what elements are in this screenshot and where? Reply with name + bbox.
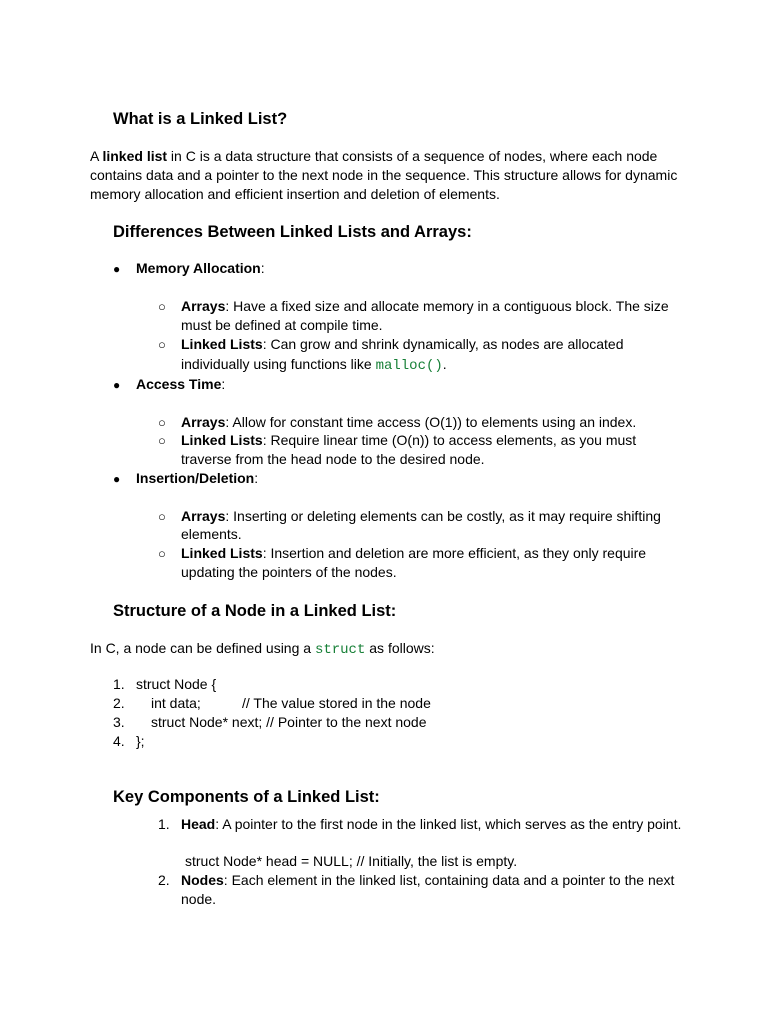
list-item-memory-allocation: Memory Allocation:: [136, 260, 265, 276]
bullet-icon: ●: [113, 262, 121, 276]
access-linked-lists-line1: Linked Lists: Require linear time (O(n)) to access elements, as you must: [181, 432, 637, 448]
sub-bullet-icon: ○: [158, 546, 166, 561]
memory-linked-lists-line1: Linked Lists: Can grow and shrink dynamically, as nodes are allocated: [181, 336, 624, 352]
list-item-number: 2.: [158, 872, 170, 888]
intro-paragraph-line2: contains data and a pointer to the next node in the sequence. This structure allows for dynamic: [90, 167, 678, 183]
code-line: struct Node {: [136, 676, 217, 692]
access-arrays-line1: Arrays: Allow for constant time access (O(1)) to elements using an index.: [181, 414, 637, 430]
code-line-number: 1.: [113, 676, 125, 692]
intro-paragraph-line1: A linked list in C is a data structure that consists of a sequence of nodes, where each node: [90, 148, 658, 164]
insertion-arrays-line2: elements.: [181, 526, 242, 542]
code-line: struct Node* next; // Pointer to the next node: [151, 714, 427, 730]
sub-bullet-icon: ○: [158, 433, 166, 448]
list-item-nodes-line2: node.: [181, 891, 217, 907]
heading-key-components: Key Components of a Linked List:: [113, 788, 380, 806]
code-line-comment: // The value stored in the node: [242, 695, 431, 711]
list-item-nodes: Nodes: Each element in the linked list, containing data and a pointer to the next: [181, 872, 675, 888]
bullet-icon: ●: [113, 472, 121, 486]
code-line: int data;: [151, 695, 201, 711]
heading-what-is-linked-list: What is a Linked List?: [113, 110, 288, 128]
sub-bullet-icon: ○: [158, 509, 166, 524]
node-structure-intro: In C, a node can be defined using a struct as follows:: [90, 640, 435, 658]
code-malloc: malloc(): [375, 358, 443, 374]
list-item-insertion-deletion: Insertion/Deletion:: [136, 470, 259, 486]
sub-bullet-icon: ○: [158, 415, 166, 430]
intro-paragraph-line3: memory allocation and efficient insertion and deletion of elements.: [90, 186, 500, 202]
head-code-example: struct Node* head = NULL; // Initially, the list is empty.: [185, 853, 518, 869]
memory-arrays-line1: Arrays: Have a fixed size and allocate memory in a contiguous block. The size: [181, 298, 669, 314]
heading-node-structure: Structure of a Node in a Linked List:: [113, 602, 397, 620]
memory-linked-lists-line2: individually using functions like malloc().: [181, 356, 447, 374]
insertion-arrays-line1: Arrays: Inserting or deleting elements can be costly, as it may require shifting: [181, 508, 661, 524]
list-item-number: 1.: [158, 816, 170, 832]
list-item-head: Head: A pointer to the first node in the linked list, which serves as the entry point.: [181, 816, 682, 832]
sub-bullet-icon: ○: [158, 337, 166, 352]
insertion-linked-lists-line2: updating the pointers of the nodes.: [181, 564, 397, 580]
memory-arrays-line2: must be defined at compile time.: [181, 317, 383, 333]
access-linked-lists-line2: traverse from the head node to the desired node.: [181, 451, 485, 467]
bullet-icon: ●: [113, 378, 121, 392]
code-line-number: 4.: [113, 733, 125, 749]
code-line-number: 2.: [113, 695, 125, 711]
heading-differences: Differences Between Linked Lists and Arrays:: [113, 223, 472, 241]
insertion-linked-lists-line1: Linked Lists: Insertion and deletion are more efficient, as they only require: [181, 545, 647, 561]
code-struct: struct: [314, 642, 366, 658]
bold-term-linked-list: linked list: [102, 148, 168, 164]
code-line-number: 3.: [113, 714, 125, 730]
code-line: };: [136, 733, 145, 749]
list-item-access-time: Access Time:: [136, 376, 226, 392]
sub-bullet-icon: ○: [158, 299, 166, 314]
